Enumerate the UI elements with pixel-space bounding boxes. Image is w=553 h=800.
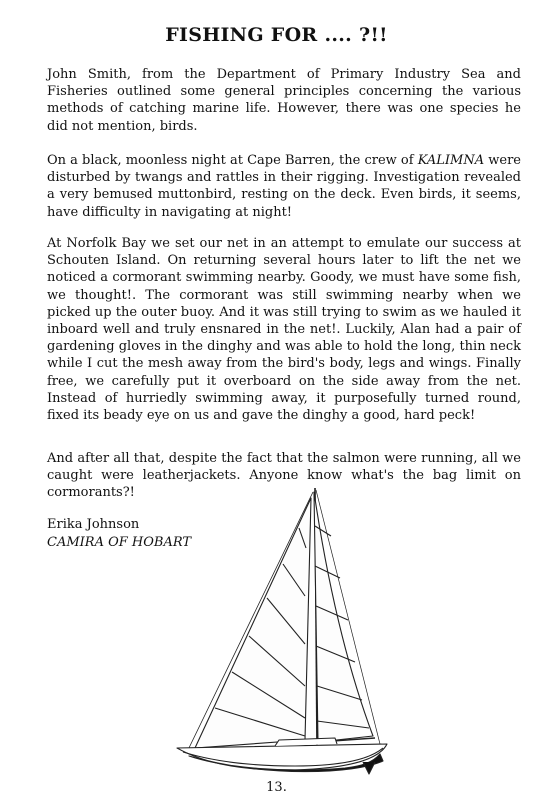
page-title: FISHING FOR .... ?!!: [165, 24, 388, 46]
page-number: 13.: [266, 780, 287, 795]
paragraph-norfolk-bay: At Norfolk Bay we set our net in an attempt to emulate our success at Schouten Island. On returning several hours later to lift the net we noticed a cormorant swimming nearby. Goody, we must have some fish, we thought!. The cormorant was still swimming nearby when we picked up the outer buoy. And it was still trying to swim as we hauled it inboard well and truly ensnared in the net!. Luckily, Alan had a pair of gardening gloves in the dinghy and was able to hold the long, thin neck while I cut the mesh away from the bird's body, legs and wings. Finally free, we carefully put it overboard on the side away from the net. Instead of hurriedly swimming away, it purposefully turned round, fixed its beady eye on us and gave the dinghy a good, hard peck!: [47, 236, 521, 424]
paragraph-text: were disturbed by twangs and rattles in their rigging. Investigation revealed a very bemused muttonbird, resting on the deck. Even birds, it seems, have difficulty in navigating at night!: [47, 153, 521, 220]
author-boat: CAMIRA OF HOBART: [47, 534, 192, 550]
signature-block: [47, 516, 191, 551]
paragraph-text: On a black, moonless night at Cape Barren, the crew of: [47, 153, 418, 168]
paragraph-conclusion: And after all that, despite the fact that the salmon were running, all we caught were leatherjackets. Anyone know what's the bag limit on cormorants?!: [47, 451, 521, 501]
author-name: Erika Johnson: [47, 517, 140, 532]
sailboat-illustration: [175, 486, 390, 776]
vessel-name: KALIMNA: [417, 153, 485, 168]
paragraph-cape-barren: [47, 152, 521, 221]
paragraph-intro: John Smith, from the Department of Primary Industry Sea and Fisheries outlined some general principles concerning the various methods of catching marine life. However, there was one species he did not mention, birds.: [47, 67, 521, 134]
